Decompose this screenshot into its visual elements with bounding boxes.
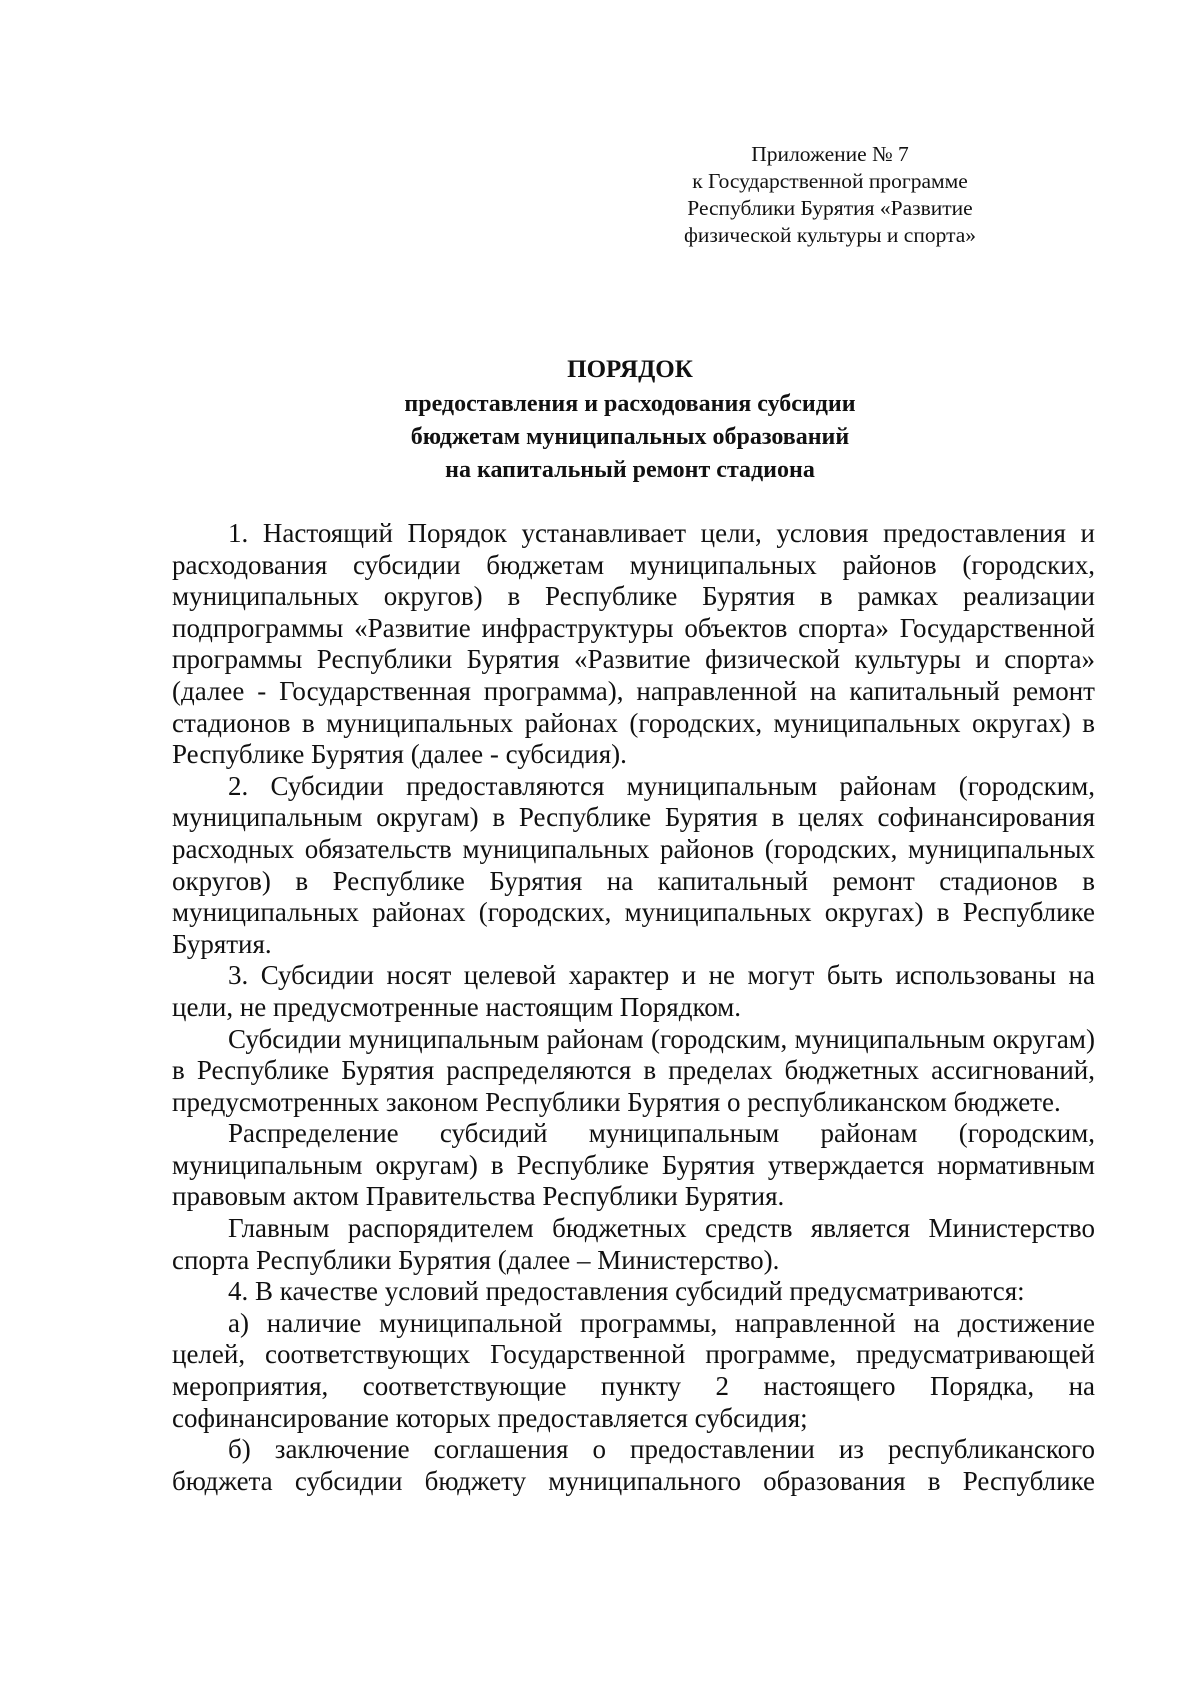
appendix-line-1: Приложение № 7 — [751, 142, 909, 166]
paragraph-7: 4. В качестве условий предоставления субсидий предусматриваются: — [228, 1276, 1025, 1307]
title-main: ПОРЯДОК — [567, 356, 693, 383]
paragraph-5: Распределение субсидий муниципальным районам (городским, муниципальным округам) в Республике Бурятия утверждается нормативным правовым актом Правительства Республики Бурятия. — [172, 1118, 1095, 1212]
appendix-line-2: к Государственной программе — [692, 169, 968, 193]
title-line-1: предоставления и расходования субсидии — [404, 391, 856, 417]
appendix-header — [640, 141, 1020, 249]
paragraph-4: Субсидии муниципальным районам (городским, муниципальным округам) в Республике Бурятия распределяются в пределах бюджетных ассигнований, предусмотренных законом Республики Бурятия о республиканском бюджете. — [172, 1023, 1095, 1117]
paragraph-6: Главным распорядителем бюджетных средств является Министерство спорта Республики Бурятия (далее – Министерство). — [172, 1213, 1095, 1275]
document-title — [170, 353, 1090, 487]
document-body — [172, 518, 1095, 1497]
paragraph-1: 1. Настоящий Порядок устанавливает цели, условия предоставления и расходования субсидии бюджетам муниципальных районов (городских, муниципальных округов) в Республике Бурятия в рамках реализации подпрограммы «Развитие инфраструктуры объектов спорта» Государственной программы Республики Бурятия «Развитие физической культуры и спорта» (далее - Государственная программа), направленной на капитальный ремонт стадионов в муниципальных районах (городских, муниципальных округах) в Республике Бурятия (далее - субсидия). — [172, 518, 1095, 770]
appendix-line-3: Республики Бурятия «Развитие — [687, 196, 973, 220]
paragraph-9: б) заключение соглашения о предоставлении из республиканского бюджета субсидии бюджету муниципального образования в Республике — [172, 1434, 1095, 1496]
title-line-3: на капитальный ремонт стадиона — [445, 457, 815, 483]
title-line-2: бюджетам муниципальных образований — [410, 424, 850, 450]
paragraph-2: 2. Субсидии предоставляются муниципальным районам (городским, муниципальным округам) в Республике Бурятия в целях софинансирования расходных обязательств муниципальных районов (городских, муниципальных округов) в Республике Бурятия на капитальный ремонт стадионов в муниципальных районах (городских, муниципальных округах) в Республике Бурятия. — [172, 770, 1095, 959]
appendix-line-4: физической культуры и спорта» — [683, 223, 977, 247]
paragraph-3: 3. Субсидии носят целевой характер и не могут быть использованы на цели, не предусмотренные настоящим Порядком. — [172, 960, 1095, 1022]
paragraph-8: а) наличие муниципальной программы, направленной на достижение целей, соответствующих Государственной программе, предусматривающей мероприятия, соответствующие пункту 2 настоящего Порядка, на софинансирование которых предоставляется субсидия; — [172, 1307, 1095, 1433]
